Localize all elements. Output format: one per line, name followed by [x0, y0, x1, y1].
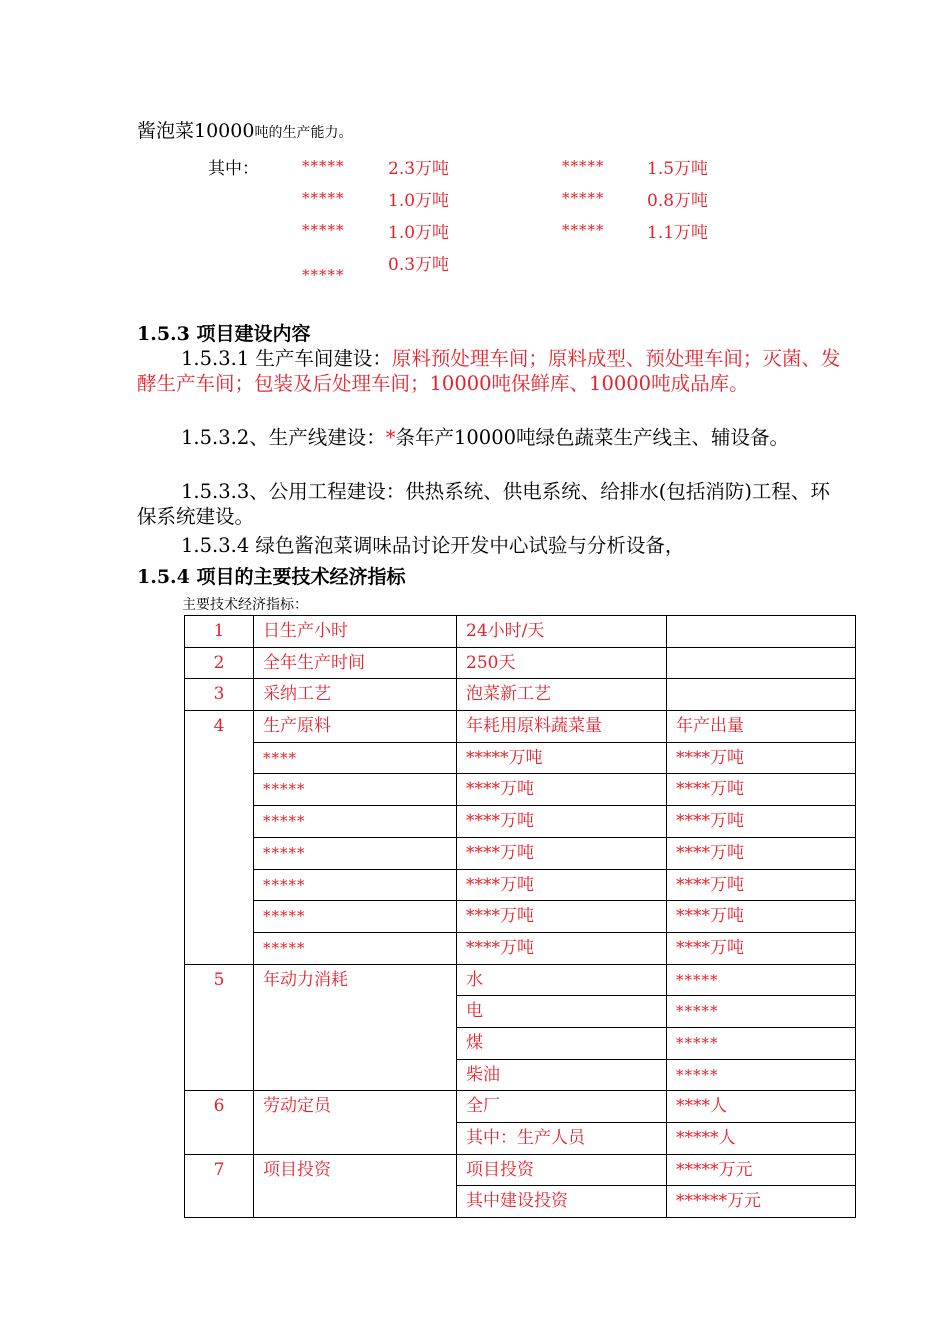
table-row — [185, 711, 856, 743]
indicator-name: 项目投资 — [254, 1154, 457, 1217]
row-number: 7 — [185, 1154, 254, 1217]
production-value: 1.0万吨 — [388, 223, 450, 243]
production-code: ***** — [302, 189, 345, 207]
material-name: ***** — [254, 806, 457, 838]
production-label: 其中： — [208, 159, 259, 179]
material-name: **** — [254, 742, 457, 774]
row-number: 6 — [185, 1091, 254, 1154]
material-output: ****万吨 — [667, 806, 856, 838]
indicator-subvalue: ***** — [667, 964, 856, 996]
indicator-subvalue: ***** — [667, 996, 856, 1028]
paragraph-prefix: 1.5.3.1 生产车间建设： — [181, 347, 392, 370]
paragraph-production-line — [137, 425, 849, 450]
material-name: ***** — [254, 932, 457, 964]
production-value: 0.3万吨 — [388, 255, 450, 275]
material-consumption: ****万吨 — [457, 901, 667, 933]
material-name: ***** — [254, 774, 457, 806]
paragraph-text: 条年产10000吨绿色蔬菜生产线主、辅设备。 — [395, 426, 790, 449]
indicator-subvalue: ******万元 — [667, 1186, 856, 1218]
indicator-extra — [667, 647, 856, 679]
indicator-subvalue: *****万元 — [667, 1154, 856, 1186]
indicator-value: 250天 — [457, 647, 667, 679]
production-code: ***** — [302, 157, 345, 175]
table-row — [185, 1091, 856, 1123]
indicator-extra — [667, 679, 856, 711]
indicator-subitem: 柴油 — [457, 1059, 667, 1091]
production-code: ***** — [562, 157, 605, 175]
indicator-subvalue: ***** — [667, 1059, 856, 1091]
table-row — [185, 1154, 856, 1186]
indicator-extra: 年产出量 — [667, 711, 856, 743]
material-output: ****万吨 — [667, 774, 856, 806]
paragraph-utilities — [137, 479, 849, 529]
material-output: ****万吨 — [667, 932, 856, 964]
row-number: 4 — [185, 711, 254, 965]
material-output: ****万吨 — [667, 869, 856, 901]
section-heading: 1.5.3 项目建设内容 — [137, 323, 311, 345]
indicator-name: 日生产小时 — [254, 616, 457, 648]
production-code: ***** — [562, 221, 605, 239]
material-name: ***** — [254, 837, 457, 869]
production-value: 1.0万吨 — [388, 191, 450, 211]
material-output: ****万吨 — [667, 837, 856, 869]
row-number: 3 — [185, 679, 254, 711]
indicator-subitem: 全厂 — [457, 1091, 667, 1123]
material-consumption: ****万吨 — [457, 806, 667, 838]
table-row — [185, 964, 856, 996]
table-row — [185, 774, 856, 806]
indicator-extra — [667, 616, 856, 648]
table-row — [185, 901, 856, 933]
production-code: ***** — [302, 266, 345, 284]
row-number: 5 — [185, 964, 254, 1091]
material-consumption: ****万吨 — [457, 774, 667, 806]
indicator-subitem: 电 — [457, 996, 667, 1028]
production-value: 1.1万吨 — [647, 223, 709, 243]
metrics-table — [184, 615, 856, 1218]
table-row — [185, 932, 856, 964]
table-row — [185, 806, 856, 838]
material-consumption: *****万吨 — [457, 742, 667, 774]
indicator-subitem: 其中：生产人员 — [457, 1123, 667, 1155]
intro-text-small: 吨的生产能力。 — [254, 125, 353, 141]
indicator-value: 年耗用原料蔬菜量 — [457, 711, 667, 743]
indicator-subvalue: ****人 — [667, 1091, 856, 1123]
paragraph-rnd-center — [137, 533, 849, 558]
section-heading: 1.5.4 项目的主要技术经济指标 — [137, 566, 406, 588]
table-row — [185, 647, 856, 679]
material-consumption: ****万吨 — [457, 837, 667, 869]
indicator-name: 劳动定员 — [254, 1091, 457, 1154]
row-number: 1 — [185, 616, 254, 648]
production-value: 2.3万吨 — [388, 159, 450, 179]
indicator-subvalue: ***** — [667, 1027, 856, 1059]
row-number: 2 — [185, 647, 254, 679]
paragraph-workshop — [137, 346, 849, 396]
production-value: 1.5万吨 — [647, 159, 709, 179]
material-name: ***** — [254, 901, 457, 933]
table-row — [185, 742, 856, 774]
table-caption: 主要技术经济指标： — [182, 597, 308, 613]
material-consumption: ****万吨 — [457, 932, 667, 964]
indicator-name: 采纳工艺 — [254, 679, 457, 711]
production-value: 0.8万吨 — [647, 191, 709, 211]
material-name: ***** — [254, 869, 457, 901]
indicator-name: 年动力消耗 — [254, 964, 457, 1091]
paragraph-highlight: 原料预处理车间；原料成型、预处理车间；灭菌、发酵生产车间；包装及后处理车间；10000吨保鲜库、10000吨成品库。 — [137, 347, 841, 395]
intro-text-main: 酱泡菜10000 — [137, 120, 255, 142]
paragraph-prefix: 1.5.3.2、生产线建设： — [181, 426, 386, 449]
indicator-name: 全年生产时间 — [254, 647, 457, 679]
indicator-value: 24小时/天 — [457, 616, 667, 648]
paragraph-highlight: * — [385, 426, 396, 449]
table-row — [185, 616, 856, 648]
indicator-subitem: 煤 — [457, 1027, 667, 1059]
table-row — [185, 679, 856, 711]
table-row — [185, 869, 856, 901]
material-output: ****万吨 — [667, 901, 856, 933]
indicator-subitem: 项目投资 — [457, 1154, 667, 1186]
material-consumption: ****万吨 — [457, 869, 667, 901]
indicator-name: 生产原料 — [254, 711, 457, 743]
paragraph-text: 1.5.3.4 绿色酱泡菜调味品讨论开发中心试验与分析设备， — [181, 534, 685, 557]
indicator-subitem: 其中建设投资 — [457, 1186, 667, 1218]
indicator-value: 泡菜新工艺 — [457, 679, 667, 711]
production-code: ***** — [562, 189, 605, 207]
intro-line — [137, 116, 352, 143]
material-output: ****万吨 — [667, 742, 856, 774]
table-row — [185, 837, 856, 869]
indicator-subvalue: *****人 — [667, 1123, 856, 1155]
indicator-subitem: 水 — [457, 964, 667, 996]
production-code: ***** — [302, 221, 345, 239]
paragraph-text: 1.5.3.3、公用工程建设：供热系统、供电系统、给排水(包括消防)工程、环保系统建设。 — [137, 480, 830, 528]
